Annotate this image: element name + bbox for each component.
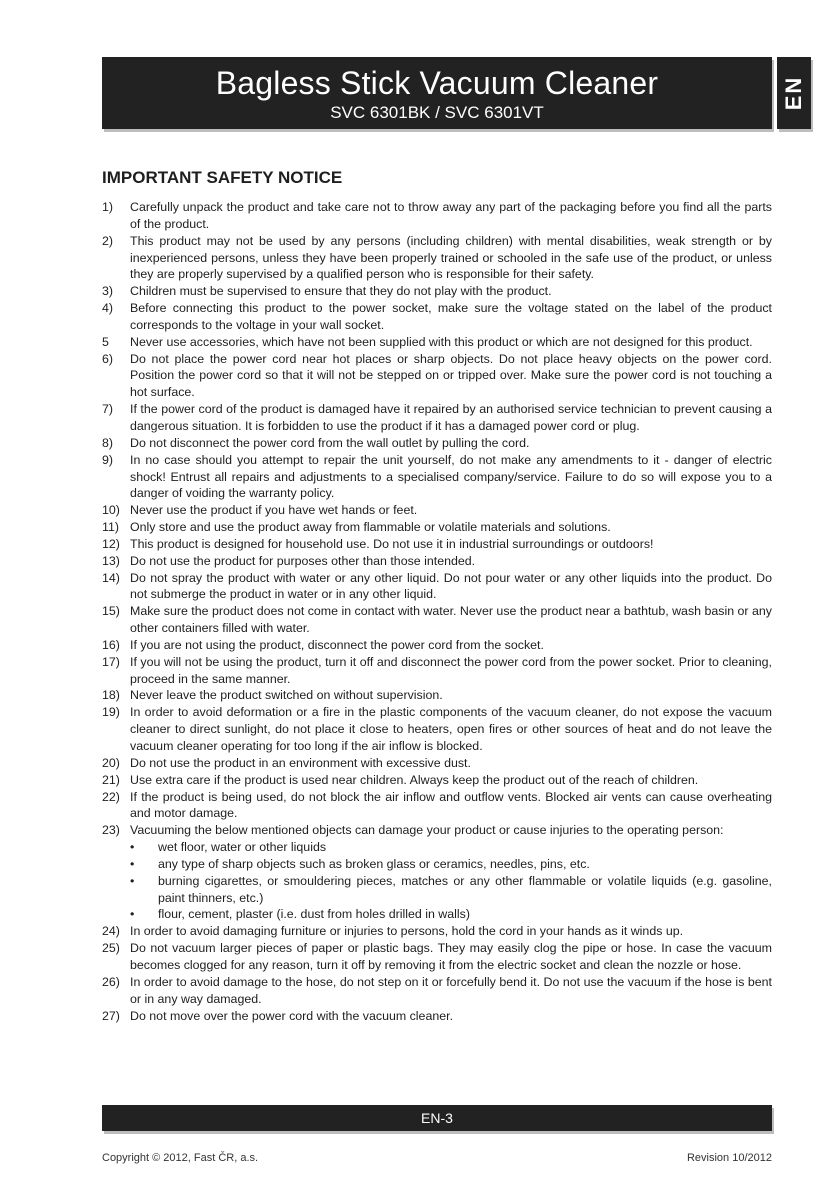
item-text: Only store and use the product away from flammable or volatile materials and solutions. xyxy=(130,520,611,535)
item-number: 25) xyxy=(102,941,120,956)
page-number-bar xyxy=(102,1105,772,1131)
item-text: Never use the product if you have wet hands or feet. xyxy=(130,503,418,518)
item-number: 22) xyxy=(102,789,120,804)
bullet-item xyxy=(130,906,772,923)
item-number: 26) xyxy=(102,974,120,989)
item-text: If you are not using the product, disconnect the power cord from the socket. xyxy=(130,637,544,652)
list-item xyxy=(102,570,772,604)
item-number: 2) xyxy=(102,233,114,248)
item-text: Never leave the product switched on without supervision. xyxy=(130,688,443,703)
revision: Revision 10/2012 xyxy=(686,1152,772,1164)
item-body xyxy=(130,283,772,300)
item-text: Before connecting this product to the power socket, make sure the voltage stated on the label of the product corresponds to the voltage in your wall socket. xyxy=(130,301,772,332)
item-body xyxy=(130,822,772,923)
item-body xyxy=(130,923,772,940)
item-text: Make sure the product does not come in contact with water. Never use the product near a bathtub, wash basin or any other containers filled with water. xyxy=(130,604,772,636)
list-item xyxy=(102,772,772,789)
item-body xyxy=(130,570,772,604)
header-bar xyxy=(102,57,772,129)
language-label: EN xyxy=(781,75,806,111)
list-item xyxy=(102,923,772,940)
item-text: This product may not be used by any persons (including children) with mental disabilities, weak strength or by inexperienced persons, unless they have been properly trained or schooled in the safe use of the product, or unless they are properly supervised by a qualified person who is responsible for their safety. xyxy=(130,233,772,282)
item-text: Do not use the product in an environment with excessive dust. xyxy=(130,755,471,770)
list-item xyxy=(102,974,772,1008)
item-number: 20) xyxy=(102,755,120,770)
list-item xyxy=(102,300,772,334)
item-number: 7) xyxy=(102,402,114,417)
safety-notice-list xyxy=(102,199,772,1024)
list-item xyxy=(102,435,772,452)
bullet-icon: • xyxy=(130,907,135,922)
list-item xyxy=(102,822,772,923)
item-body xyxy=(130,435,772,452)
item-number: 16) xyxy=(102,637,120,652)
item-body xyxy=(130,334,772,351)
item-body xyxy=(130,687,772,704)
item-body xyxy=(130,401,772,435)
item-number: 4) xyxy=(102,301,114,316)
bullet-text: any type of sharp objects such as broken glass or ceramics, needles, pins, etc. xyxy=(158,856,590,871)
item-body xyxy=(130,940,772,974)
item-body xyxy=(130,519,772,536)
item-body xyxy=(130,351,772,402)
item-number: 10) xyxy=(102,503,120,518)
list-item xyxy=(102,1008,772,1025)
list-item xyxy=(102,704,772,755)
item-text: This product is designed for household use. Do not use it in industrial surroundings or outdoors! xyxy=(130,536,654,551)
list-item xyxy=(102,351,772,402)
item-number: 1) xyxy=(102,200,114,214)
item-text: Do not move over the power cord with the vacuum cleaner. xyxy=(130,1008,454,1023)
list-item xyxy=(102,553,772,570)
item-number: 27) xyxy=(102,1008,120,1023)
model-numbers: SVC 6301BK / SVC 6301VT xyxy=(330,103,544,122)
item-text: Do not spray the product with water or any other liquid. Do not pour water or any other liquids into the product. Do not submerge the product in water or in any other liquid. xyxy=(130,570,772,602)
item-body xyxy=(130,452,772,503)
item-number: 15) xyxy=(102,604,120,619)
list-item xyxy=(102,502,772,519)
list-item xyxy=(102,401,772,435)
item-number: 8) xyxy=(102,435,114,450)
item-body xyxy=(130,654,772,688)
item-body xyxy=(130,603,772,637)
list-item xyxy=(102,519,772,536)
bullet-icon: • xyxy=(130,873,135,888)
list-item xyxy=(102,687,772,704)
item-body xyxy=(130,789,772,823)
item-body xyxy=(130,974,772,1008)
item-text: In order to avoid deformation or a fire in the plastic components of the vacuum cleaner, do not expose the vacuum cleaner to direct sunlight, do not place it close to heaters, open fires or other sources of heat and do not leave the vacuum cleaner operating for too long if the air inflow is blocked. xyxy=(130,705,772,753)
list-item xyxy=(102,654,772,688)
item-number: 21) xyxy=(102,772,120,787)
item-body xyxy=(130,502,772,519)
item-text: In order to avoid damage to the hose, do not step on it or forcefully bend it. Do not use the vacuum if the hose is bent or in any way damaged. xyxy=(130,974,772,1006)
item-number: 18) xyxy=(102,688,120,703)
item-text: If the power cord of the product is damaged have it repaired by an authorised service technician to prevent causing a dangerous situation. It is forbidden to use the product if it has a damaged power cord or plug. xyxy=(130,402,772,433)
bullet-item xyxy=(130,839,772,856)
list-item xyxy=(102,452,772,503)
item-text: In no case should you attempt to repair the unit yourself, do not make any amendments to it - danger of electric shock! Entrust all repairs and adjustments to a specialised company/service. Failure to do so will expose you to a danger of voiding the warranty policy. xyxy=(130,452,772,501)
list-item xyxy=(102,755,772,772)
document-title: Bagless Stick Vacuum Cleaner xyxy=(215,65,659,101)
item-body xyxy=(130,300,772,334)
bullet-item xyxy=(130,873,772,907)
list-item xyxy=(102,283,772,300)
item-number: 13) xyxy=(102,553,120,568)
bullet-icon: • xyxy=(130,840,135,855)
list-item xyxy=(102,536,772,553)
item-text: Use extra care if the product is used near children. Always keep the product out of the reach of children. xyxy=(130,772,699,787)
item-number: 9) xyxy=(102,452,114,467)
bullet-text: burning cigarettes, or smouldering pieces, matches or any other flammable or volatile liquids (e.g. gasoline, paint thinners, etc.) xyxy=(158,873,772,905)
item-number: 17) xyxy=(102,654,120,669)
list-item xyxy=(102,334,772,351)
item-body xyxy=(130,637,772,654)
item-text: Do not disconnect the power cord from the wall outlet by pulling the cord. xyxy=(130,435,530,450)
list-item xyxy=(102,603,772,637)
list-item xyxy=(102,940,772,974)
language-tab xyxy=(777,57,811,129)
item-number: 3) xyxy=(102,284,114,299)
bullet-icon: • xyxy=(130,856,135,871)
bullet-item xyxy=(130,856,772,873)
page-number: EN-3 xyxy=(421,1110,453,1126)
item-number: 24) xyxy=(102,924,120,939)
item-number: 12) xyxy=(102,536,120,551)
item-body xyxy=(130,772,772,789)
item-text: Never use accessories, which have not been supplied with this product or which are not designed for this product. xyxy=(130,334,753,349)
bullet-text: wet floor, water or other liquids xyxy=(158,840,327,855)
item-number: 6) xyxy=(102,351,114,366)
item-body xyxy=(130,536,772,553)
item-body xyxy=(130,704,772,755)
list-item xyxy=(102,199,772,233)
item-number: 19) xyxy=(102,705,120,720)
item-number: 5 xyxy=(102,334,109,349)
item-body xyxy=(130,199,772,233)
list-item xyxy=(102,789,772,823)
item-text: If you will not be using the product, turn it off and disconnect the power cord from the power socket. Prior to cleaning, proceed in the same manner. xyxy=(130,654,772,686)
item-text: Vacuuming the below mentioned objects can damage your product or cause injuries to the operating person: xyxy=(130,823,724,838)
item-text: If the product is being used, do not block the air inflow and outflow vents. Blocked air vents can cause overheating and motor damage. xyxy=(130,789,772,821)
item-text: Do not use the product for purposes other than those intended. xyxy=(130,553,476,568)
item-body xyxy=(130,1008,772,1025)
item-number: 14) xyxy=(102,570,120,585)
section-heading: IMPORTANT SAFETY NOTICE xyxy=(102,168,343,187)
item-text: Do not vacuum larger pieces of paper or plastic bags. They may easily clog the pipe or hose. In case the vacuum becomes clogged for any reason, turn it off by removing it from the electric socket and clean the nozzle or hose. xyxy=(130,941,772,972)
item-text: Do not place the power cord near hot places or sharp objects. Do not place heavy objects on the power cord. Position the power cord so that it will not be stepped on or tripped over. Make sure the power cord is not touching a hot surface. xyxy=(130,351,772,400)
item-text: Children must be supervised to ensure that they do not play with the product. xyxy=(130,284,552,299)
item-text: In order to avoid damaging furniture or injuries to persons, hold the cord in your hands as it winds up. xyxy=(130,924,684,939)
list-item xyxy=(102,637,772,654)
list-item xyxy=(102,233,772,284)
item-body xyxy=(130,553,772,570)
copyright: Copyright © 2012, Fast ČR, a.s. xyxy=(102,1152,259,1164)
item-text: Carefully unpack the product and take care not to throw away any part of the packaging before you find all the parts of the product. xyxy=(130,200,772,231)
item-body xyxy=(130,755,772,772)
item-number: 11) xyxy=(102,520,119,535)
bullet-text: flour, cement, plaster (i.e. dust from holes drilled in walls) xyxy=(158,907,470,922)
item-body xyxy=(130,233,772,284)
item-number: 23) xyxy=(102,823,120,838)
